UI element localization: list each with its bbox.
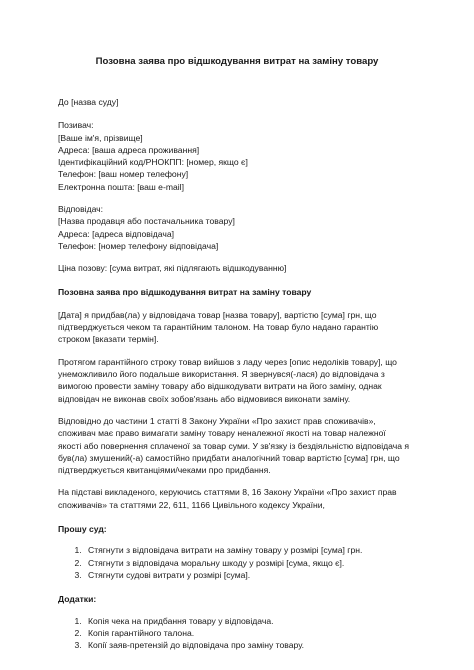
paragraph-defect [58,356,420,405]
paragraph-line: Відповідно до частини 1 статті 8 Закону України «Про захист прав споживачів», [58,415,376,426]
paragraph-line: вимогою провести заміну товару або відшкодувати витрати на його заміну, однак [58,381,382,392]
attachments-list [58,615,420,652]
attachments-heading: Додатки: [58,594,97,605]
document-body [58,96,420,663]
paragraph-line: споживачів» та статтями 22, 611, 1166 Цивільного кодексу України, [58,499,325,510]
paragraph-line: споживач має право вимагати заміну товару неналежної якості на товар належної [58,428,386,439]
section-heading: Позовна заява про відшкодування витрат на заміну товару [58,286,312,297]
paragraph-purchase [58,309,420,346]
list-item: 2. Стягнути з відповідача моральну шкоду у розмірі [сума, якщо є]. [84,557,420,569]
request-list [58,544,420,581]
court-line: До [назва суду] [58,97,119,107]
paragraph-line: підтверджується квитанціями/чеками про придбання. [58,465,271,476]
plaintiff-phone: Телефон: [ваш номер телефону] [58,169,189,180]
list-item: 1. Копія чека на придбання товару у відповідача. [84,615,420,627]
plaintiff-heading: Позивач: [58,120,94,131]
defendant-name: [Назва продавця або постачальника товару] [58,216,235,227]
plaintiff-name: [Ваше ім'я, прізвище] [58,132,143,143]
paragraph-conclusion [58,486,420,511]
paragraph-line: строком [вказати термін]. [58,334,159,345]
defendant-phone: Телефон: [номер телефону відповідача] [58,240,219,251]
list-item: 3. Копії заяв-претензій до відповідача про заміну товару. [84,639,420,651]
document-title: Позовна заява про відшкодування витрат на заміну товару [95,56,379,67]
paragraph-line: якості або повернення сплаченої за товар суми. У зв'язку із бездіяльністю відповідача я [58,440,410,451]
plaintiff-block [58,119,420,193]
list-item: 2. Копія гарантійного талона. [84,627,420,639]
plaintiff-id-code: Ідентифікаційний код/РНОКПП: [номер, якщо є] [58,157,248,168]
paragraph-line: підтверджується чеком та гарантійним талоном. На товар було надано гарантію [58,322,379,333]
plaintiff-address: Адреса: [ваша адреса проживання] [58,144,200,155]
paragraph-line: був(ла) змушений(-а) самостійно придбати аналогічний товар вартістю [сума] грн, що [58,452,400,463]
plaintiff-email: Електронна пошта: [ваш e-mail] [58,181,184,192]
paragraph-line: унеможливило його подальше використання. Я звернувся(-лася) до відповідача з [58,369,385,380]
list-item: 1. Стягнути з відповідача витрати на заміну товару у розмірі [сума] грн. [84,544,420,556]
request-heading: Прошу суд: [58,524,107,535]
claim-price: Ціна позову: [сума витрат, які підлягають відшкодуванню] [58,263,287,274]
paragraph-line: [Дата] я придбав(ла) у відповідача товар [назва товару], вартістю [сума] грн, що [58,309,377,320]
defendant-block [58,203,420,252]
defendant-address: Адреса: [адреса відповідача] [58,228,175,239]
paragraph-line: Протягом гарантійного строку товар вийшов з ладу через [опис недоліків товару], що [58,356,397,367]
paragraph-line: На підставі викладеного, керуючись статтями 8, 16 Закону України «Про захист прав [58,487,397,498]
paragraph-legal-basis [58,415,420,476]
list-item: 3. Стягнути судові витрати у розмірі [сума]. [84,569,420,581]
paragraph-line: відповідач не виконав своїх зобов'язань або відмовився виконати заміну. [58,393,351,404]
defendant-heading: Відповідач: [58,204,104,215]
